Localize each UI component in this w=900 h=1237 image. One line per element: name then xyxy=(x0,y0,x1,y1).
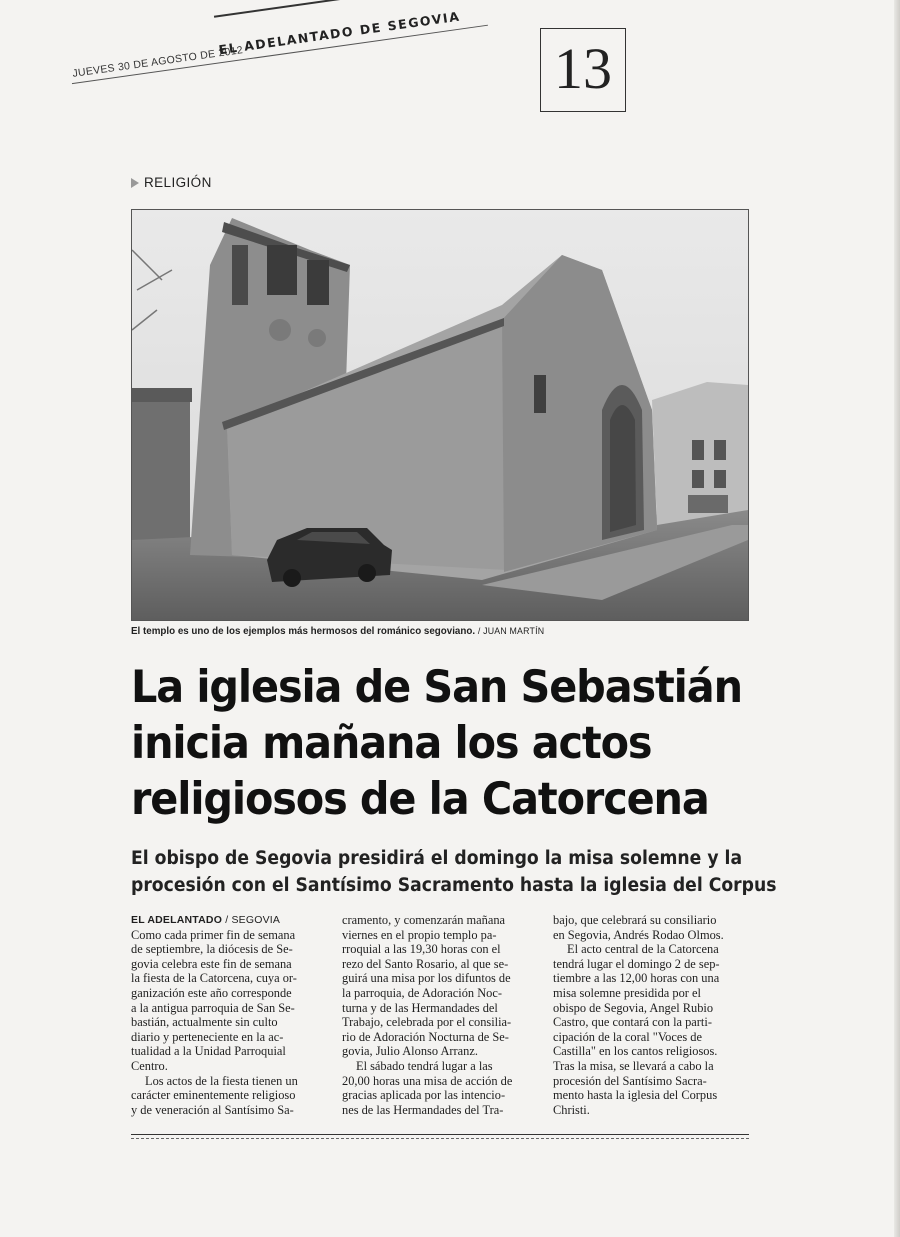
text-line: cipación de la coral "Voces de xyxy=(553,1029,702,1044)
text-line: govia celebra este fin de semana xyxy=(131,956,292,971)
photo-credit: / JUAN MARTÍN xyxy=(477,626,545,636)
headline-line: La iglesia de San Sebastián xyxy=(131,662,742,713)
church-photo-illustration xyxy=(132,210,748,620)
subheadline-line: procesión con el Santísimo Sacramento hasta la iglesia del Corpus xyxy=(131,875,777,896)
text-line: Centro. xyxy=(131,1058,168,1073)
text-line: Christi. xyxy=(553,1102,590,1117)
article-column-1 xyxy=(131,913,331,1117)
text-line: El acto central de la Catorcena xyxy=(567,942,719,957)
text-line: turna y de las Hermandades del xyxy=(342,1000,498,1015)
masthead xyxy=(66,0,490,98)
section-label xyxy=(131,175,212,190)
headline-line: inicia mañana los actos xyxy=(131,718,652,769)
text-line: carácter eminentemente religioso xyxy=(131,1088,296,1103)
page-number: 13 xyxy=(540,28,626,112)
scan-edge xyxy=(894,0,900,1237)
text-line: bajo, que celebrará su consiliario xyxy=(553,913,717,927)
text-line: gracias aplicada por las intencio- xyxy=(342,1088,506,1103)
byline xyxy=(131,913,331,928)
text-line: procesión del Santísimo Sacra- xyxy=(553,1073,707,1088)
text-line: a la antigua parroquia de San Se- xyxy=(131,1000,295,1015)
text-line: Castilla" en los cantos religiosos. xyxy=(553,1044,718,1059)
byline-author: EL ADELANTADO xyxy=(131,914,223,926)
text-line: Tras la misa, se llevará a cabo la xyxy=(553,1058,714,1073)
article-column-2 xyxy=(342,913,542,1117)
text-line: rroquial a las 19,30 horas con el xyxy=(342,942,501,957)
text-line: El sábado tendrá lugar a las xyxy=(356,1058,493,1073)
text-line: guirá una misa por los difuntos de xyxy=(342,971,511,986)
text-line: en Segovia, Andrés Rodao Olmos. xyxy=(553,927,724,942)
text-line: nes de las Hermandades del Tra- xyxy=(342,1102,504,1117)
text-line: misa solemne presidida por el xyxy=(553,985,701,1000)
text-line: tiembre a las 12,00 horas con una xyxy=(553,971,720,986)
text-line: Trabajo, celebrada por el consilia- xyxy=(342,1015,512,1030)
subheadline xyxy=(131,845,777,899)
text-line: de septiembre, la diócesis de Se- xyxy=(131,942,293,957)
church-photo xyxy=(131,209,749,621)
bottom-rule xyxy=(131,1134,749,1135)
text-line: bastián, actualmente sin culto xyxy=(131,1015,278,1030)
issue-date: JUEVES 30 DE AGOSTO DE 2012 xyxy=(71,44,244,80)
text-line: Los actos de la fiesta tienen un xyxy=(145,1073,298,1088)
text-line: Castro, que contará con la parti- xyxy=(553,1015,712,1030)
photo-caption xyxy=(131,626,544,637)
caption-text: El templo es uno de los ejemplos más hermosos del románico segoviano. xyxy=(131,626,476,637)
text-line: Como cada primer fin de semana xyxy=(131,927,296,942)
headline-line: religiosos de la Catorcena xyxy=(131,774,709,825)
text-line: rezo del Santo Rosario, al que se- xyxy=(342,956,509,971)
text-line: la parroquia, de Adoración Noc- xyxy=(342,985,502,1000)
text-line: rio de Adoración Nocturna de Se- xyxy=(342,1029,509,1044)
text-line: tualidad a la Unidad Parroquial xyxy=(131,1044,286,1059)
text-line: govia, Julio Alonso Arranz. xyxy=(342,1044,478,1059)
section-name: RELIGIÓN xyxy=(144,175,212,190)
headline xyxy=(131,660,742,828)
newspaper-name: EL ADELANTADO DE SEGOVIA xyxy=(217,8,462,58)
text-line: obispo de Segovia, Angel Rubio xyxy=(553,1000,714,1015)
text-line: ganización este año corresponde xyxy=(131,985,292,1000)
text-line: tendrá lugar el domingo 2 de sep- xyxy=(553,956,720,971)
article-column-3 xyxy=(553,913,753,1117)
triangle-bullet-icon xyxy=(131,178,139,188)
text-line: cramento, y comenzarán mañana xyxy=(342,913,506,927)
text-line: mento hasta la iglesia del Corpus xyxy=(553,1088,718,1103)
text-line: viernes en el propio templo pa- xyxy=(342,927,497,942)
subheadline-line: El obispo de Segovia presidirá el domingo la misa solemne y la xyxy=(131,848,743,869)
text-line: diario y perteneciente en la ac- xyxy=(131,1029,284,1044)
byline-location: / SEGOVIA xyxy=(225,914,281,926)
text-line: 20,00 horas una misa de acción de xyxy=(342,1073,513,1088)
bottom-dashed-rule xyxy=(131,1138,749,1139)
text-line: y de veneración al Santísimo Sa- xyxy=(131,1102,294,1117)
text-line: la fiesta de la Catorcena, cuya or- xyxy=(131,971,297,986)
